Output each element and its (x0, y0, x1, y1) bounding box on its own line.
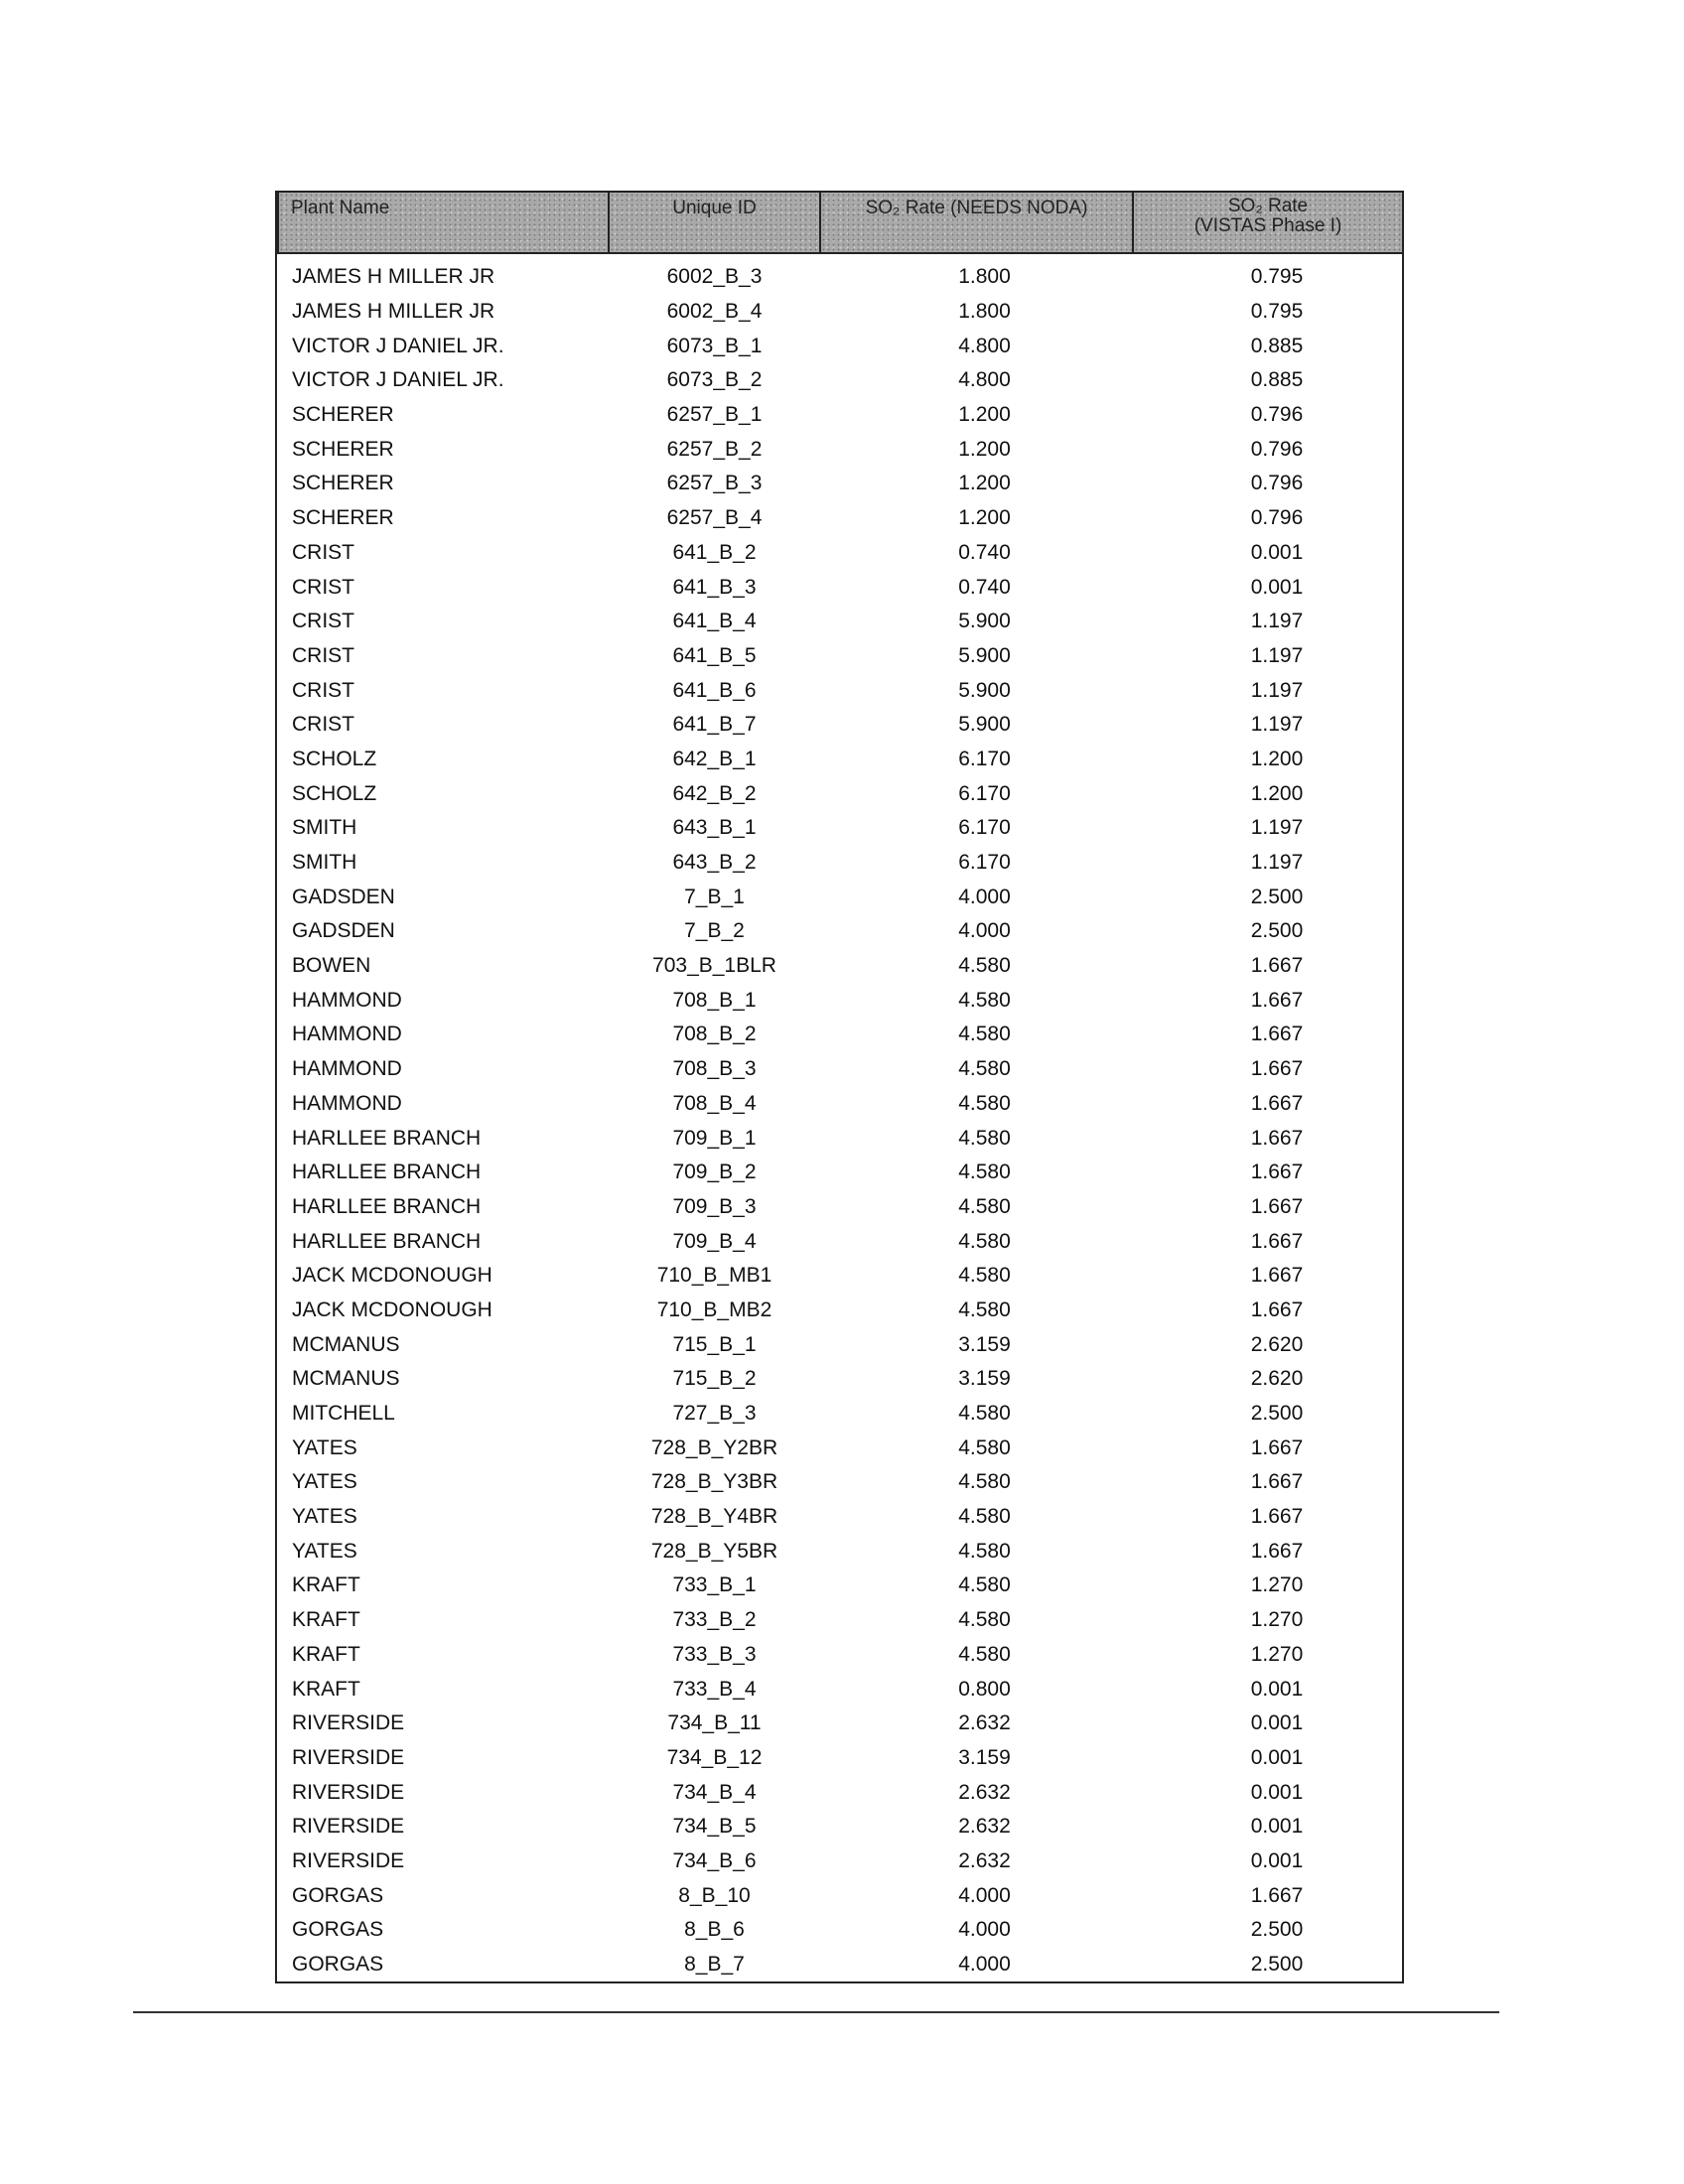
cell-so2-needs: 4.580 (958, 1470, 1011, 1494)
cell-plant-name: HARLLEE BRANCH (292, 1160, 482, 1184)
table-row (278, 363, 1403, 398)
cell-so2-vistas: 1.667 (1250, 1057, 1304, 1081)
cell-so2-needs: 0.740 (958, 540, 1011, 564)
cell-unique-id: 6257_B_4 (666, 506, 763, 530)
cell-so2-vistas: 1.197 (1250, 816, 1304, 840)
cell-unique-id: 6073_B_1 (666, 334, 763, 357)
cell-unique-id: 7_B_2 (684, 919, 745, 943)
table-row (278, 1603, 1403, 1638)
cell-so2-vistas: 1.667 (1250, 1264, 1304, 1288)
cell-so2-vistas: 1.667 (1250, 1470, 1304, 1494)
cell-unique-id: 733_B_2 (672, 1608, 757, 1632)
table-row (278, 880, 1403, 914)
cell-unique-id: 8_B_7 (684, 1953, 745, 1977)
footer-divider (133, 2011, 1499, 2013)
cell-unique-id: 641_B_7 (672, 713, 757, 737)
cell-so2-needs: 4.580 (958, 1194, 1011, 1218)
cell-so2-vistas: 0.796 (1250, 506, 1304, 530)
cell-so2-vistas: 1.667 (1250, 988, 1304, 1012)
cell-unique-id: 6002_B_3 (666, 265, 763, 289)
cell-unique-id: 641_B_2 (672, 540, 757, 564)
table-row (278, 1156, 1403, 1190)
cell-so2-needs: 3.159 (958, 1367, 1011, 1391)
table-row (278, 743, 1403, 777)
cell-plant-name: HAMMOND (292, 1057, 402, 1081)
cell-so2-needs: 4.580 (958, 1435, 1011, 1459)
cell-so2-needs: 6.170 (958, 781, 1011, 805)
cell-so2-vistas: 0.796 (1250, 437, 1304, 461)
table-body (278, 253, 1403, 1981)
cell-so2-vistas: 1.197 (1250, 678, 1304, 702)
cell-so2-needs: 1.200 (958, 472, 1011, 495)
table-row (278, 673, 1403, 708)
cell-unique-id: 715_B_1 (672, 1332, 757, 1356)
cell-so2-needs: 5.900 (958, 713, 1011, 737)
cell-so2-needs: 4.580 (958, 1160, 1011, 1184)
cell-plant-name: GORGAS (292, 1883, 384, 1907)
cell-so2-vistas: 1.667 (1250, 1297, 1304, 1321)
cell-unique-id: 708_B_4 (672, 1091, 757, 1115)
cell-so2-needs: 1.200 (958, 403, 1011, 427)
header-so2-needs: SO₂ Rate (NEEDS NODA) (820, 192, 1133, 253)
cell-unique-id: 8_B_10 (678, 1883, 751, 1907)
table-row (278, 1534, 1403, 1569)
table-row (278, 1844, 1403, 1879)
cell-plant-name: MCMANUS (292, 1332, 400, 1356)
cell-plant-name: SCHERER (292, 437, 394, 461)
cell-so2-needs: 4.580 (958, 1091, 1011, 1115)
cell-so2-needs: 2.632 (958, 1848, 1011, 1872)
cell-so2-needs: 4.580 (958, 1573, 1011, 1597)
cell-so2-vistas: 1.667 (1250, 1126, 1304, 1150)
cell-so2-needs: 5.900 (958, 610, 1011, 633)
table-row (278, 811, 1403, 846)
table-row (278, 949, 1403, 984)
cell-plant-name: YATES (292, 1470, 357, 1494)
cell-so2-needs: 0.740 (958, 575, 1011, 599)
cell-plant-name: VICTOR J DANIEL JR. (292, 334, 504, 357)
emissions-table-container (275, 191, 1404, 1983)
cell-unique-id: 728_B_Y3BR (650, 1470, 778, 1494)
cell-plant-name: YATES (292, 1505, 357, 1529)
cell-so2-needs: 4.580 (958, 1057, 1011, 1081)
cell-plant-name: MITCHELL (292, 1402, 395, 1426)
header-so2-vistas-line2: (VISTAS Phase I) (1193, 215, 1342, 236)
cell-plant-name: SMITH (292, 851, 357, 875)
cell-plant-name: SMITH (292, 816, 357, 840)
table-row (278, 1190, 1403, 1225)
cell-unique-id: 8_B_6 (684, 1918, 745, 1942)
cell-plant-name: KRAFT (292, 1573, 360, 1597)
cell-plant-name: GADSDEN (292, 919, 395, 943)
table-row (278, 639, 1403, 674)
header-so2-vistas-line1: SO₂ Rate (1227, 196, 1309, 216)
cell-so2-vistas: 1.197 (1250, 851, 1304, 875)
cell-unique-id: 727_B_3 (672, 1402, 757, 1426)
cell-so2-vistas: 0.796 (1250, 472, 1304, 495)
cell-plant-name: CRIST (292, 678, 354, 702)
table-row (278, 570, 1403, 605)
cell-so2-vistas: 2.620 (1250, 1367, 1304, 1391)
cell-unique-id: 734_B_4 (672, 1780, 757, 1804)
cell-so2-vistas: 1.197 (1250, 610, 1304, 633)
cell-plant-name: HAMMOND (292, 1091, 402, 1115)
table-row (278, 1087, 1403, 1122)
table-row (278, 467, 1403, 501)
cell-so2-vistas: 1.667 (1250, 1091, 1304, 1115)
table-row (278, 1052, 1403, 1087)
table-row (278, 1500, 1403, 1535)
cell-so2-vistas: 1.200 (1250, 747, 1304, 770)
cell-plant-name: GORGAS (292, 1918, 384, 1942)
cell-plant-name: VICTOR J DANIEL JR. (292, 368, 504, 392)
cell-plant-name: CRIST (292, 610, 354, 633)
cell-so2-vistas: 2.500 (1250, 919, 1304, 943)
cell-so2-vistas: 0.795 (1250, 300, 1304, 324)
cell-so2-vistas: 0.001 (1250, 1745, 1304, 1769)
cell-unique-id: 733_B_4 (672, 1677, 757, 1701)
cell-so2-needs: 4.580 (958, 1539, 1011, 1563)
cell-plant-name: YATES (292, 1435, 357, 1459)
cell-so2-needs: 6.170 (958, 747, 1011, 770)
table-row (278, 1362, 1403, 1397)
cell-unique-id: 641_B_3 (672, 575, 757, 599)
cell-plant-name: SCHERER (292, 403, 394, 427)
cell-so2-needs: 4.000 (958, 885, 1011, 908)
cell-unique-id: 728_B_Y5BR (650, 1539, 778, 1563)
cell-unique-id: 734_B_5 (672, 1815, 757, 1839)
cell-so2-needs: 1.200 (958, 437, 1011, 461)
cell-plant-name: RIVERSIDE (292, 1711, 405, 1735)
cell-unique-id: 6257_B_2 (666, 437, 763, 461)
cell-plant-name: SCHOLZ (292, 781, 377, 805)
cell-so2-vistas: 1.667 (1250, 1539, 1304, 1563)
table-row (278, 1878, 1403, 1913)
cell-unique-id: 703_B_1BLR (652, 954, 776, 978)
table-row (278, 1775, 1403, 1810)
cell-so2-vistas: 2.500 (1250, 1953, 1304, 1977)
cell-plant-name: KRAFT (292, 1608, 360, 1632)
cell-plant-name: KRAFT (292, 1677, 360, 1701)
table-row (278, 605, 1403, 639)
cell-unique-id: 710_B_MB2 (656, 1297, 772, 1321)
cell-so2-vistas: 1.667 (1250, 1435, 1304, 1459)
cell-so2-needs: 4.580 (958, 1505, 1011, 1529)
cell-so2-needs: 4.000 (958, 1883, 1011, 1907)
header-plant-name: Plant Name (278, 192, 609, 253)
cell-so2-needs: 2.632 (958, 1815, 1011, 1839)
cell-unique-id: 643_B_1 (672, 816, 757, 840)
cell-so2-needs: 3.159 (958, 1332, 1011, 1356)
cell-unique-id: 6073_B_2 (666, 368, 763, 392)
cell-unique-id: 734_B_6 (672, 1848, 757, 1872)
cell-so2-needs: 1.200 (958, 506, 1011, 530)
cell-so2-vistas: 1.270 (1250, 1642, 1304, 1666)
cell-so2-needs: 4.000 (958, 919, 1011, 943)
cell-so2-needs: 6.170 (958, 816, 1011, 840)
table-row (278, 1465, 1403, 1500)
cell-so2-vistas: 1.667 (1250, 1194, 1304, 1218)
cell-so2-vistas: 0.001 (1250, 1780, 1304, 1804)
cell-so2-needs: 2.632 (958, 1711, 1011, 1735)
cell-so2-vistas: 1.270 (1250, 1573, 1304, 1597)
cell-so2-needs: 4.000 (958, 1918, 1011, 1942)
cell-so2-needs: 4.580 (958, 1229, 1011, 1253)
cell-so2-vistas: 0.001 (1250, 575, 1304, 599)
cell-so2-needs: 2.632 (958, 1780, 1011, 1804)
cell-so2-needs: 5.900 (958, 643, 1011, 667)
cell-unique-id: 710_B_MB1 (656, 1264, 772, 1288)
cell-plant-name: RIVERSIDE (292, 1745, 405, 1769)
cell-so2-vistas: 0.001 (1250, 540, 1304, 564)
table-row (278, 1638, 1403, 1673)
cell-unique-id: 708_B_3 (672, 1057, 757, 1081)
cell-unique-id: 641_B_6 (672, 678, 757, 702)
cell-plant-name: JACK MCDONOUGH (292, 1264, 492, 1288)
table-row (278, 1741, 1403, 1776)
cell-unique-id: 642_B_2 (672, 781, 757, 805)
cell-plant-name: SCHERER (292, 506, 394, 530)
cell-so2-needs: 4.580 (958, 1402, 1011, 1426)
cell-plant-name: KRAFT (292, 1642, 360, 1666)
cell-unique-id: 643_B_2 (672, 851, 757, 875)
cell-plant-name: CRIST (292, 540, 354, 564)
cell-so2-vistas: 2.500 (1250, 1918, 1304, 1942)
table-row (278, 1224, 1403, 1259)
header-unique-id: Unique ID (609, 192, 820, 253)
table-row (278, 914, 1403, 949)
cell-so2-needs: 1.800 (958, 265, 1011, 289)
cell-so2-needs: 4.000 (958, 1953, 1011, 1977)
cell-plant-name: HARLLEE BRANCH (292, 1229, 482, 1253)
cell-so2-vistas: 1.200 (1250, 781, 1304, 805)
cell-so2-needs: 0.800 (958, 1677, 1011, 1701)
cell-unique-id: 708_B_1 (672, 988, 757, 1012)
cell-plant-name: RIVERSIDE (292, 1780, 405, 1804)
cell-unique-id: 709_B_4 (672, 1229, 757, 1253)
cell-unique-id: 6257_B_1 (666, 403, 763, 427)
cell-plant-name: HARLLEE BRANCH (292, 1194, 482, 1218)
cell-so2-needs: 4.580 (958, 1264, 1011, 1288)
cell-so2-vistas: 0.001 (1250, 1815, 1304, 1839)
cell-so2-vistas: 0.885 (1250, 368, 1304, 392)
cell-plant-name: JACK MCDONOUGH (292, 1297, 492, 1321)
cell-so2-needs: 1.800 (958, 300, 1011, 324)
cell-unique-id: 709_B_3 (672, 1194, 757, 1218)
cell-so2-vistas: 1.667 (1250, 1023, 1304, 1046)
cell-so2-vistas: 0.001 (1250, 1711, 1304, 1735)
cell-so2-needs: 4.580 (958, 1297, 1011, 1321)
table-row (278, 846, 1403, 881)
table-row (278, 432, 1403, 467)
cell-plant-name: RIVERSIDE (292, 1815, 405, 1839)
cell-plant-name: SCHERER (292, 472, 394, 495)
cell-so2-needs: 4.800 (958, 368, 1011, 392)
cell-unique-id: 733_B_3 (672, 1642, 757, 1666)
cell-unique-id: 733_B_1 (672, 1573, 757, 1597)
table-row (278, 1259, 1403, 1294)
cell-plant-name: GADSDEN (292, 885, 395, 908)
table-row (278, 1706, 1403, 1741)
table-row (278, 1121, 1403, 1156)
cell-so2-needs: 4.580 (958, 954, 1011, 978)
cell-so2-needs: 4.580 (958, 1642, 1011, 1666)
cell-so2-vistas: 0.796 (1250, 403, 1304, 427)
cell-so2-needs: 4.580 (958, 988, 1011, 1012)
cell-so2-needs: 5.900 (958, 678, 1011, 702)
cell-so2-vistas: 1.197 (1250, 713, 1304, 737)
cell-so2-vistas: 1.667 (1250, 1883, 1304, 1907)
cell-plant-name: CRIST (292, 713, 354, 737)
table-row (278, 1913, 1403, 1948)
cell-so2-needs: 4.800 (958, 334, 1011, 357)
cell-unique-id: 642_B_1 (672, 747, 757, 770)
header-so2-vistas (1133, 192, 1403, 253)
cell-unique-id: 728_B_Y4BR (650, 1505, 778, 1529)
table-row (278, 1810, 1403, 1844)
cell-so2-vistas: 1.667 (1250, 1229, 1304, 1253)
cell-so2-vistas: 1.197 (1250, 643, 1304, 667)
cell-so2-vistas: 0.001 (1250, 1848, 1304, 1872)
cell-so2-needs: 4.580 (958, 1023, 1011, 1046)
cell-plant-name: HAMMOND (292, 1023, 402, 1046)
table-header-row (278, 192, 1403, 253)
cell-so2-vistas: 2.620 (1250, 1332, 1304, 1356)
table-row (278, 1327, 1403, 1362)
cell-so2-vistas: 1.667 (1250, 1505, 1304, 1529)
table-row (278, 536, 1403, 571)
cell-plant-name: CRIST (292, 575, 354, 599)
cell-unique-id: 641_B_4 (672, 610, 757, 633)
cell-so2-needs: 4.580 (958, 1126, 1011, 1150)
cell-unique-id: 709_B_2 (672, 1160, 757, 1184)
cell-plant-name: GORGAS (292, 1953, 384, 1977)
cell-plant-name: RIVERSIDE (292, 1848, 405, 1872)
cell-plant-name: JAMES H MILLER JR (292, 265, 495, 289)
emissions-table (277, 191, 1404, 1981)
cell-so2-vistas: 0.885 (1250, 334, 1304, 357)
table-row (278, 253, 1403, 295)
cell-plant-name: HAMMOND (292, 988, 402, 1012)
table-row (278, 398, 1403, 433)
cell-plant-name: MCMANUS (292, 1367, 400, 1391)
cell-unique-id: 709_B_1 (672, 1126, 757, 1150)
table-row (278, 1018, 1403, 1052)
table-row (278, 1294, 1403, 1328)
cell-unique-id: 6257_B_3 (666, 472, 763, 495)
cell-plant-name: CRIST (292, 643, 354, 667)
table-row (278, 708, 1403, 743)
cell-unique-id: 715_B_2 (672, 1367, 757, 1391)
cell-plant-name: JAMES H MILLER JR (292, 300, 495, 324)
table-row (278, 501, 1403, 536)
table-row (278, 329, 1403, 363)
cell-so2-vistas: 2.500 (1250, 1402, 1304, 1426)
table-row (278, 1948, 1403, 1982)
cell-unique-id: 734_B_12 (666, 1745, 763, 1769)
cell-plant-name: BOWEN (292, 954, 371, 978)
cell-plant-name: HARLLEE BRANCH (292, 1126, 482, 1150)
cell-unique-id: 728_B_Y2BR (650, 1435, 778, 1459)
cell-unique-id: 734_B_11 (667, 1711, 762, 1735)
cell-so2-vistas: 0.795 (1250, 265, 1304, 289)
cell-unique-id: 6002_B_4 (666, 300, 763, 324)
table-row (278, 983, 1403, 1018)
cell-so2-vistas: 1.667 (1250, 1160, 1304, 1184)
cell-unique-id: 641_B_5 (672, 643, 757, 667)
cell-unique-id: 708_B_2 (672, 1023, 757, 1046)
cell-unique-id: 7_B_1 (684, 885, 745, 908)
cell-so2-vistas: 0.001 (1250, 1677, 1304, 1701)
cell-so2-needs: 4.580 (958, 1608, 1011, 1632)
table-row (278, 295, 1403, 330)
cell-so2-vistas: 1.270 (1250, 1608, 1304, 1632)
table-row (278, 1672, 1403, 1706)
cell-so2-vistas: 2.500 (1250, 885, 1304, 908)
table-row (278, 1431, 1403, 1465)
cell-so2-vistas: 1.667 (1250, 954, 1304, 978)
table-row (278, 1569, 1403, 1603)
cell-so2-needs: 3.159 (958, 1745, 1011, 1769)
cell-so2-needs: 6.170 (958, 851, 1011, 875)
table-row (278, 776, 1403, 811)
cell-plant-name: YATES (292, 1539, 357, 1563)
cell-plant-name: SCHOLZ (292, 747, 377, 770)
table-row (278, 1397, 1403, 1432)
